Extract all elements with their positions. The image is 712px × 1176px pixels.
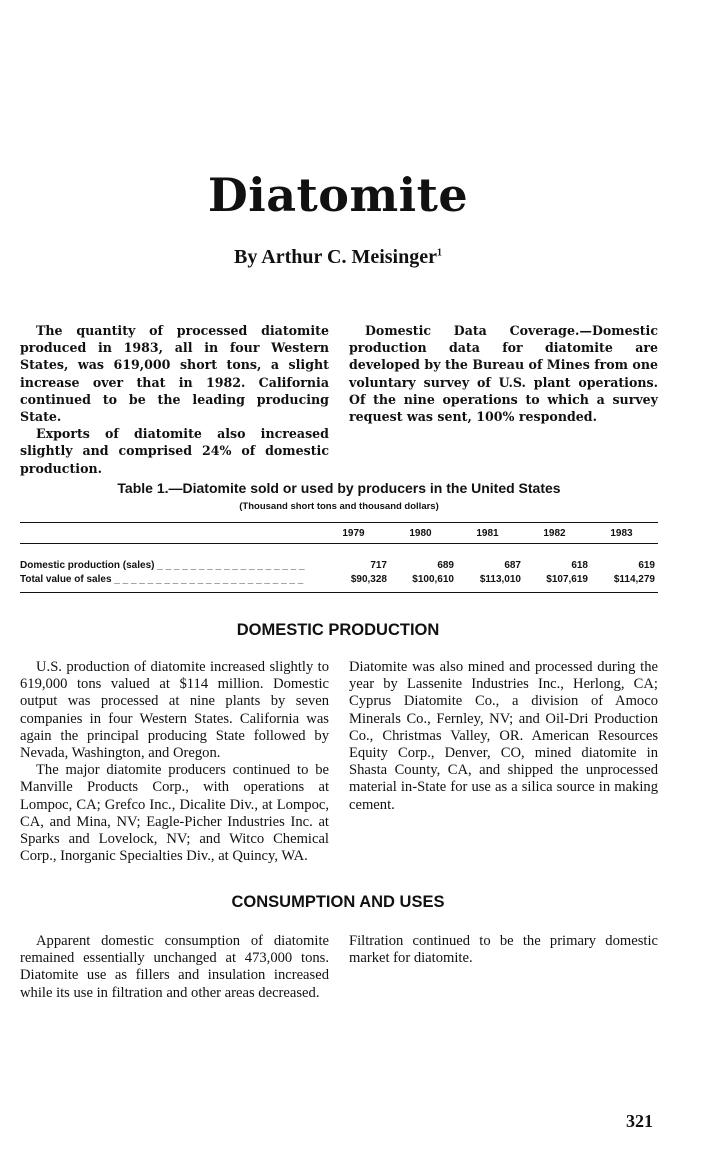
author-byline bbox=[0, 246, 676, 269]
table-cell: $113,010 bbox=[479, 573, 521, 585]
table-header-rule bbox=[20, 543, 658, 544]
section-heading-consumption-and-uses: CONSUMPTION AND USES bbox=[231, 893, 445, 911]
domestic-production-section bbox=[20, 659, 658, 865]
consumption-right-column bbox=[349, 933, 658, 1002]
page-title: Diatomite bbox=[207, 168, 469, 222]
domestic-right-column bbox=[349, 659, 658, 865]
body-paragraph: The major diatomite producers continued to be Manville Products Corp., with operations at Lompoc, CA; Grefco Inc., Dicalite Div., at Lompoc, CA, and Mina, NV; Eagle-Picher Industries Inc. at Sparks and Lovelock, NV; and Witco Chemical Corp., Inorganic Specialties Div., at Quincy, WA. bbox=[20, 762, 329, 865]
data-coverage-paragraph bbox=[349, 322, 658, 425]
data-coverage-body: —Domestic production data for diatomite are developed by the Bureau of Mines from one voluntary survey of U.S. plant operations. Of the nine operations to which a survey request was sent, 100% responded. bbox=[349, 323, 658, 425]
table-cell: 687 bbox=[504, 559, 521, 571]
body-paragraph: Diatomite was also mined and processed during the year by Lassenite Industries Inc., Herlong, CA; Cyprus Diatomite Co., a division of Amoco Minerals Co., Fernley, NV; and Oil-Dri Production Co., Christmas Valley, OR. American Resources Equity Corp., Denver, CO, mined diatomite in Shasta County, CA, and shipped the unprocessed material in-State for use as a silica source in making cement. bbox=[349, 659, 658, 813]
table-cell: $100,610 bbox=[412, 573, 454, 585]
table-row-label: Total value of sales _ _ _ _ _ _ _ _ _ _ _ _ _ _ _ _ _ _ _ _ _ _ _ bbox=[20, 573, 304, 585]
table-subtitle: (Thousand short tons and thousand dollars) bbox=[239, 501, 439, 512]
table-cell: 618 bbox=[571, 559, 588, 571]
table-cell: 619 bbox=[638, 559, 655, 571]
author-name: By Arthur C. Meisinger bbox=[234, 246, 437, 268]
table-header-cell: 1982 bbox=[543, 527, 566, 539]
consumption-section bbox=[20, 933, 658, 1002]
table-title: Table 1.—Diatomite sold or used by producers in the United States bbox=[117, 480, 561, 496]
intro-left-column bbox=[20, 322, 329, 477]
intro-section bbox=[20, 322, 658, 477]
table-bottom-rule bbox=[20, 592, 658, 593]
table-row-label: Domestic production (sales) _ _ _ _ _ _ _ _ _ _ _ _ _ _ _ _ _ _ bbox=[20, 559, 305, 571]
intro-right-column bbox=[349, 322, 658, 477]
author-footnote-mark: 1 bbox=[436, 247, 442, 259]
table-cell: $90,328 bbox=[350, 573, 387, 585]
table-header-cell: 1980 bbox=[409, 527, 432, 539]
table-row bbox=[20, 558, 658, 572]
table-header-cell: 1981 bbox=[476, 527, 499, 539]
table-cell: 689 bbox=[437, 559, 454, 571]
body-paragraph: U.S. production of diatomite increased slightly to 619,000 tons valued at $114 million. Domestic output was processed at nine plants by seven companies in four Western States. California was again the principal producing State followed by Nevada, Washington, and Oregon. bbox=[20, 659, 329, 762]
data-coverage-lead: Domestic Data Coverage. bbox=[365, 323, 580, 338]
table-cell: $107,619 bbox=[546, 573, 588, 585]
section-heading-domestic-production: DOMESTIC PRODUCTION bbox=[236, 621, 440, 639]
intro-paragraph-1: The quantity of processed diatomite produced in 1983, all in four Western States, was 619,000 short tons, a slight increase over that in 1982. California continued to be the leading producing State. bbox=[20, 323, 329, 425]
domestic-left-column bbox=[20, 659, 329, 865]
data-table bbox=[20, 522, 658, 593]
table-cell: 717 bbox=[370, 559, 387, 571]
body-paragraph: Apparent domestic consumption of diatomite remained essentially unchanged at 473,000 tons. Diatomite use as fillers and insulation increased while its use in filtration and other areas decreased. bbox=[20, 933, 329, 1001]
table-header-row bbox=[20, 526, 658, 540]
table-top-rule bbox=[20, 522, 658, 523]
table-header-cell: 1979 bbox=[342, 527, 365, 539]
body-paragraph: Filtration continued to be the primary domestic market for diatomite. bbox=[349, 933, 658, 967]
table-row bbox=[20, 572, 658, 586]
table-cell: $114,279 bbox=[613, 573, 655, 585]
table-header-cell: 1983 bbox=[610, 527, 633, 539]
intro-paragraph-2: Exports of diatomite also increased slightly and comprised 24% of domestic production. bbox=[20, 426, 329, 476]
consumption-left-column bbox=[20, 933, 329, 1002]
page-number: 321 bbox=[626, 1111, 653, 1131]
